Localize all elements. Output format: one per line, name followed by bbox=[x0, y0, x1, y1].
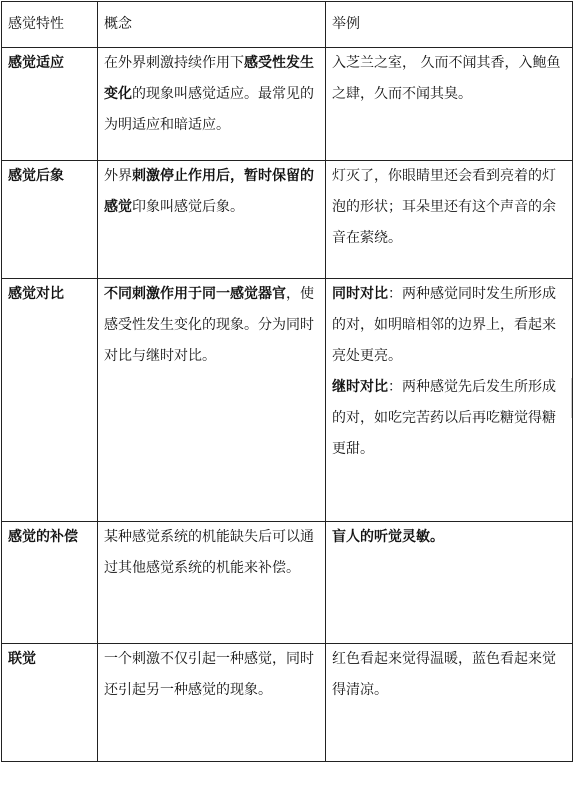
concept-cell bbox=[98, 279, 326, 522]
edge-divider bbox=[571, 378, 576, 418]
feature-cell: 感觉后象 bbox=[2, 161, 98, 279]
example-text: 灯灭了，你眼睛里还会看到亮着的灯泡的形状；耳朵里还有这个声音的余音在萦绕。 bbox=[332, 168, 556, 246]
example-term: 继时对比 bbox=[332, 379, 388, 395]
example-cell bbox=[326, 48, 573, 161]
simultaneous-contrast-block bbox=[332, 279, 566, 372]
example-cell bbox=[326, 644, 573, 762]
concept-text: 的现象叫感觉适应。最常见的为明适应和暗适应。 bbox=[104, 86, 314, 133]
table-row bbox=[2, 161, 573, 279]
feature-cell: 联觉 bbox=[2, 644, 98, 762]
successive-contrast-block bbox=[332, 372, 566, 465]
concept-text: 一个刺激不仅引起一种感觉，同时还引起另一种感觉的现象。 bbox=[104, 651, 314, 698]
example-text: ：两种感觉先后发生所形成的对，如吃完苦药以后再吃糖觉得糖更甜。 bbox=[332, 379, 556, 457]
concept-cell bbox=[98, 522, 326, 644]
header-example: 举例 bbox=[326, 2, 573, 48]
example-cell bbox=[326, 279, 573, 522]
concept-emphasis: 感受性发生变化 bbox=[104, 55, 314, 102]
header-feature: 感觉特性 bbox=[2, 2, 98, 48]
feature-cell: 感觉对比 bbox=[2, 279, 98, 522]
example-text: 红色看起来觉得温暖，蓝色看起来觉得清凉。 bbox=[332, 651, 556, 698]
concept-cell bbox=[98, 48, 326, 161]
table-row bbox=[2, 48, 573, 161]
example-text: ：两种感觉同时发生所形成的对，如明暗相邻的边界上，看起来亮处更亮。 bbox=[332, 286, 556, 364]
example-text: 盲人的听觉灵敏。 bbox=[332, 529, 444, 545]
concept-text: 某种感觉系统的机能缺失后可以通过其他感觉系统的机能来补偿。 bbox=[104, 529, 314, 576]
table-row bbox=[2, 279, 573, 522]
example-cell bbox=[326, 161, 573, 279]
header-concept: 概念 bbox=[98, 2, 326, 48]
concept-cell bbox=[98, 644, 326, 762]
table-row bbox=[2, 522, 573, 644]
feature-cell: 感觉的补偿 bbox=[2, 522, 98, 644]
example-cell bbox=[326, 522, 573, 644]
concept-emphasis: 不同刺激作用于同一感觉器官 bbox=[104, 286, 286, 302]
concept-emphasis: 刺激停止作用后，暂时保留的感觉 bbox=[104, 168, 314, 215]
header-row bbox=[2, 2, 573, 48]
concept-text: ，使感受性发生变化的现象。分为同时对比与继时对比。 bbox=[104, 286, 314, 364]
concept-text: 外界 bbox=[104, 168, 132, 184]
example-text: 入芝兰之室， 久而不闻其香，入鲍鱼之肆，久而不闻其臭。 bbox=[332, 55, 561, 102]
table-row bbox=[2, 644, 573, 762]
concept-cell bbox=[98, 161, 326, 279]
example-term: 同时对比 bbox=[332, 286, 388, 302]
concept-text: 在外界刺激持续作用下 bbox=[104, 55, 244, 71]
feature-cell: 感觉适应 bbox=[2, 48, 98, 161]
concept-text: 印象叫感觉后象。 bbox=[132, 199, 244, 215]
sensation-properties-table bbox=[1, 1, 573, 762]
